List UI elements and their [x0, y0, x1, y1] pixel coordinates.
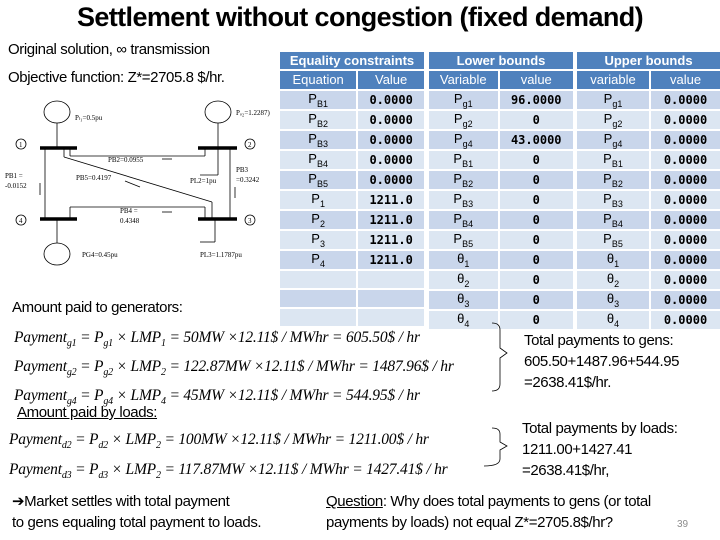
column-header: Variable [429, 71, 498, 88]
variable-subscript: B3 [316, 138, 328, 149]
table-row [429, 111, 573, 129]
branch-1-label: PB1 = [5, 172, 23, 180]
variable-symbol: P [453, 130, 463, 146]
variable-cell [577, 291, 649, 309]
table-row [577, 91, 720, 109]
column-header: Value [358, 71, 424, 88]
column-header: Equation [280, 71, 356, 88]
table-row [280, 91, 424, 109]
value-cell: 0.0000 [651, 191, 720, 209]
table-row [429, 291, 573, 309]
variable-cell [429, 131, 498, 149]
value-cell: 1211.0 [358, 251, 424, 269]
value-cell: 0.0000 [358, 111, 424, 129]
variable-subscript: B3 [611, 198, 623, 209]
value-cell: 0 [500, 271, 574, 289]
variable-symbol: P [453, 230, 463, 246]
value-cell: 0.0000 [651, 271, 720, 289]
table-row [429, 231, 573, 249]
value-cell: 0 [500, 111, 574, 129]
payment-word: Payment [14, 329, 67, 346]
value-cell: 0 [500, 251, 574, 269]
variable-symbol: P [453, 210, 463, 226]
variable-subscript: 4 [614, 318, 620, 329]
payment-subscript: g4 [66, 396, 77, 407]
variable-symbol: P [308, 170, 317, 186]
value-cell: 0.0000 [358, 151, 424, 169]
conclusion-line-2: to gens equaling total payment to loads. [12, 514, 262, 531]
variable-subscript: B2 [462, 178, 474, 189]
table-row [429, 211, 573, 229]
value-cell: 1211.0 [358, 231, 424, 249]
payment-subscript: d2 [61, 440, 72, 451]
variable-cell [280, 251, 356, 269]
table-row [280, 191, 424, 209]
variable-symbol: θ [457, 290, 465, 306]
table-row [577, 311, 720, 329]
variable-cell [280, 290, 356, 307]
value-cell: 0.0000 [651, 131, 720, 149]
equals-sign: = P [71, 431, 99, 448]
variable-cell [577, 171, 649, 189]
table-row [429, 251, 573, 269]
bus-label-3: 3 [248, 217, 252, 225]
variable-cell [280, 171, 356, 189]
table-row [280, 309, 424, 326]
equation-rest: = 122.87MW ×12.11$ / MWhr = 1487.96$ / hr [165, 358, 454, 375]
branch-3-label: PB3 [236, 166, 249, 174]
variable-symbol: θ [457, 250, 465, 266]
variable-symbol: P [311, 190, 320, 206]
column-header: variable [577, 71, 649, 88]
generator-equations [14, 326, 454, 413]
brackets [470, 320, 530, 480]
payment-equation [9, 428, 448, 458]
variable-subscript: B1 [316, 98, 328, 109]
table-row [577, 251, 720, 269]
variable-symbol: P [308, 110, 317, 126]
variable-subscript: B1 [462, 158, 474, 169]
load-3-label: PL3=1.1787pu [200, 251, 242, 259]
variable-symbol: P [311, 230, 320, 246]
variable-symbol: P [603, 130, 613, 146]
lmp-subscript: 2 [155, 470, 161, 481]
equation-rest: = 117.87MW ×12.11$ / MWhr = 1427.41$ / hr [160, 461, 448, 478]
value-cell: 0 [500, 211, 574, 229]
payment-subscript: d3 [61, 470, 72, 481]
table-row [429, 271, 573, 289]
variable-cell [577, 91, 649, 109]
value-cell [358, 290, 424, 307]
lower-table-header: Lower bounds [429, 52, 573, 69]
table-row [280, 231, 424, 249]
lmp-subscript: 4 [160, 396, 166, 407]
variable-cell [577, 211, 649, 229]
value-cell: 0.0000 [651, 91, 720, 109]
lmp-subscript: 2 [160, 367, 166, 378]
variable-symbol: P [603, 170, 612, 186]
table-row [577, 191, 720, 209]
variable-subscript: 1 [319, 198, 325, 209]
equation-rest: = 50MW ×12.11$ / MWhr = 605.50$ / hr [165, 329, 420, 346]
upper-bounds-table [575, 50, 720, 331]
lmp-word: × LMP [107, 461, 156, 478]
variable-symbol: P [603, 190, 612, 206]
table-row [429, 171, 573, 189]
variable-cell [280, 111, 356, 129]
subtitle-objective: Objective function: Z*=2705.8 $/hr. [8, 69, 225, 86]
generators-heading: Amount paid to generators: [12, 299, 183, 316]
gen-4-label: PG4=0.45pu [82, 251, 118, 259]
gens-total-title: Total payments to gens: [524, 332, 674, 349]
variable-cell [429, 271, 498, 289]
value-cell: 0.0000 [358, 91, 424, 109]
value-cell: 1211.0 [358, 191, 424, 209]
variable-cell [577, 111, 649, 129]
column-header: value [500, 71, 574, 88]
variable-subscript: 3 [319, 238, 325, 249]
value-cell: 0.0000 [651, 311, 720, 329]
equality-table-header: Equality constraints [280, 52, 424, 69]
variable-symbol: P [453, 170, 463, 186]
table-row [577, 271, 720, 289]
value-cell: 43.0000 [500, 131, 574, 149]
variable-subscript: B4 [611, 218, 623, 229]
table-row [280, 111, 424, 129]
lmp-subscript: 1 [160, 338, 166, 349]
variable-symbol: P [603, 90, 613, 106]
variable-subscript: 1 [464, 258, 470, 269]
payment-word: Payment [9, 461, 62, 478]
value-cell: 0.0000 [651, 291, 720, 309]
column-header: value [651, 71, 720, 88]
branch-3-value: =0.3242 [236, 176, 260, 184]
variable-cell [280, 91, 356, 109]
value-cell: 0 [500, 291, 574, 309]
variable-cell [577, 311, 649, 329]
loads-total-result: =2638.41$/hr, [522, 462, 609, 479]
variable-symbol: P [308, 90, 317, 106]
variable-cell [577, 151, 649, 169]
value-cell: 0.0000 [651, 151, 720, 169]
variable-symbol: θ [606, 250, 615, 266]
table-row [280, 251, 424, 269]
table-row [577, 291, 720, 309]
variable-cell [577, 231, 649, 249]
load-2-label: PL2=1pu [190, 177, 217, 185]
value-cell: 1211.0 [358, 211, 424, 229]
variable-subscript: B5 [316, 178, 328, 189]
equals-sign: = P [76, 387, 104, 404]
lmp-word: × LMP [112, 329, 161, 346]
power-subscript: d2 [98, 440, 108, 451]
question-line-2: payments by loads) not equal Z*=2705.8$/hr? [326, 514, 613, 531]
variable-subscript: B4 [462, 218, 474, 229]
equals-sign: = P [76, 329, 104, 346]
variable-subscript: g4 [612, 138, 623, 149]
variable-symbol: P [453, 190, 463, 206]
table-row [429, 91, 573, 109]
variable-cell [280, 151, 356, 169]
variable-cell [429, 211, 498, 229]
payment-equation [14, 355, 454, 384]
value-cell: 0.0000 [651, 211, 720, 229]
value-cell: 0.0000 [651, 171, 720, 189]
variable-symbol: P [603, 150, 612, 166]
variable-cell [429, 91, 498, 109]
variable-symbol: θ [606, 290, 615, 306]
upper-table-header: Upper bounds [577, 52, 720, 69]
payment-subscript: g2 [66, 367, 77, 378]
variable-symbol: P [603, 210, 612, 226]
value-cell: 0.0000 [358, 171, 424, 189]
variable-subscript: 4 [319, 258, 325, 269]
value-cell [358, 309, 424, 326]
table-row [280, 171, 424, 189]
lmp-word: × LMP [112, 358, 161, 375]
variable-subscript: B2 [316, 118, 328, 129]
variable-symbol: P [311, 210, 320, 226]
variable-subscript: 2 [614, 278, 620, 289]
table-row [280, 131, 424, 149]
variable-subscript: g1 [612, 98, 623, 109]
value-cell: 0 [500, 191, 574, 209]
bus-label-2: 2 [248, 141, 252, 149]
variable-cell [429, 251, 498, 269]
variable-subscript: B5 [611, 238, 623, 249]
question [326, 491, 651, 533]
branch-2-label: PB2=0.0955 [108, 156, 144, 164]
variable-subscript: B1 [611, 158, 623, 169]
loads-total-block [522, 418, 678, 481]
branch-5-label: PB5=0.4197 [76, 174, 112, 182]
equals-sign: = P [76, 358, 104, 375]
variable-symbol: P [308, 130, 317, 146]
power-subscript: g2 [103, 367, 113, 378]
variable-symbol: P [603, 230, 612, 246]
value-cell: 96.0000 [500, 91, 574, 109]
payment-word: Payment [14, 358, 67, 375]
variable-subscript: 2 [319, 218, 325, 229]
table-row [280, 151, 424, 169]
question-line-1: : Why does total payments to gens (or total [382, 493, 651, 510]
conclusion-line-1: ➔Market settles with total payment [12, 493, 230, 510]
value-cell: 0 [500, 151, 574, 169]
payment-equation [9, 458, 448, 488]
table-row [280, 271, 424, 288]
table-row [577, 231, 720, 249]
subtitle-transmission: Original solution, ∞ transmission [8, 41, 210, 58]
load-equations [9, 428, 448, 488]
variable-cell [577, 251, 649, 269]
network-diagram [0, 95, 280, 295]
variable-subscript: g4 [462, 138, 473, 149]
equation-rest: = 100MW ×12.11$ / MWhr = 1211.00$ / hr [160, 431, 429, 448]
lmp-word: × LMP [107, 431, 156, 448]
payment-subscript: g1 [66, 338, 77, 349]
variable-subscript: 4 [464, 318, 470, 329]
variable-symbol: θ [457, 270, 465, 286]
gen-2-circle [205, 101, 231, 123]
loads-heading: Amount paid by loads: [17, 404, 158, 421]
variable-subscript: g2 [612, 118, 623, 129]
variable-cell [577, 191, 649, 209]
variable-cell [429, 231, 498, 249]
table-row [577, 111, 720, 129]
equals-sign: = P [71, 461, 99, 478]
lmp-word: × LMP [112, 387, 161, 404]
variable-subscript: B4 [316, 158, 328, 169]
variable-symbol: θ [606, 270, 615, 286]
variable-cell [429, 191, 498, 209]
gens-total-block [524, 330, 679, 393]
load-1-circle [44, 101, 70, 123]
payment-word: Payment [14, 387, 67, 404]
equality-constraints-table [278, 50, 426, 328]
variable-subscript: 3 [464, 298, 470, 309]
value-cell: 0 [500, 311, 574, 329]
variable-symbol: P [453, 150, 463, 166]
variable-cell [280, 211, 356, 229]
variable-cell [280, 231, 356, 249]
table-row [280, 290, 424, 307]
value-cell: 0 [500, 231, 574, 249]
gen-4-circle [44, 243, 70, 265]
table-row [429, 131, 573, 149]
variable-subscript: B5 [462, 238, 474, 249]
variable-subscript: B3 [462, 198, 474, 209]
value-cell: 0.0000 [358, 131, 424, 149]
variable-subscript: g2 [462, 118, 473, 129]
branch-1-value: -0.0152 [5, 182, 27, 190]
payment-equation [14, 326, 454, 355]
lmp-subscript: 2 [155, 440, 161, 451]
variable-symbol: P [311, 250, 320, 266]
value-cell: 0.0000 [651, 111, 720, 129]
gens-total-sum: 605.50+1487.96+544.95 [524, 353, 680, 370]
table-row [577, 211, 720, 229]
variable-cell [280, 191, 356, 209]
variable-cell [280, 131, 356, 149]
branch-4-value: 0.4348 [120, 217, 140, 225]
variable-symbol: P [603, 110, 613, 126]
variable-subscript: 1 [614, 258, 620, 269]
conclusion [12, 491, 261, 533]
page-number: 39 [677, 519, 689, 530]
question-label: Question [326, 493, 383, 510]
power-subscript: g1 [103, 338, 113, 349]
power-subscript: d3 [98, 470, 108, 481]
value-cell: 0.0000 [651, 231, 720, 249]
table-row [577, 151, 720, 169]
value-cell: 0.0000 [651, 251, 720, 269]
variable-cell [429, 151, 498, 169]
variable-cell [577, 271, 649, 289]
variable-subscript: B2 [611, 178, 623, 189]
value-cell [358, 271, 424, 288]
loads-total-title: Total payments by loads: [522, 420, 678, 437]
table-row [577, 131, 720, 149]
variable-subscript: g1 [462, 98, 473, 109]
loads-total-sum: 1211.00+1427.41 [522, 441, 633, 458]
gens-total-result: =2638.41$/hr. [524, 374, 611, 391]
value-cell: 0 [500, 171, 574, 189]
variable-cell [280, 309, 356, 326]
variable-cell [429, 111, 498, 129]
slide-title: Settlement without congestion (fixed demand) [76, 2, 644, 32]
gen-2-label: Pₒ₂=1.2287) [236, 109, 270, 117]
table-row [577, 171, 720, 189]
variable-symbol: P [453, 110, 463, 126]
lower-bounds-table [427, 50, 575, 331]
variable-cell [577, 131, 649, 149]
variable-subscript: 3 [614, 298, 620, 309]
table-row [429, 151, 573, 169]
variable-cell [429, 171, 498, 189]
branch-4-label: PB4 = [120, 207, 138, 215]
equation-rest: = 45MW ×12.11$ / MWhr = 544.95$ / hr [165, 387, 420, 404]
bus-label-4: 4 [19, 217, 23, 225]
variable-symbol: θ [457, 310, 465, 326]
variable-cell [280, 271, 356, 288]
variable-symbol: P [308, 150, 317, 166]
payment-word: Payment [9, 431, 62, 448]
bus-label-1: 1 [19, 141, 23, 149]
table-row [280, 211, 424, 229]
variable-symbol: P [453, 90, 463, 106]
variable-subscript: 2 [464, 278, 470, 289]
power-subscript: g4 [103, 396, 113, 407]
load-1-label: Pₗ₁=0.5pu [75, 114, 103, 122]
variable-symbol: θ [606, 310, 615, 326]
table-row [429, 191, 573, 209]
variable-cell [429, 291, 498, 309]
